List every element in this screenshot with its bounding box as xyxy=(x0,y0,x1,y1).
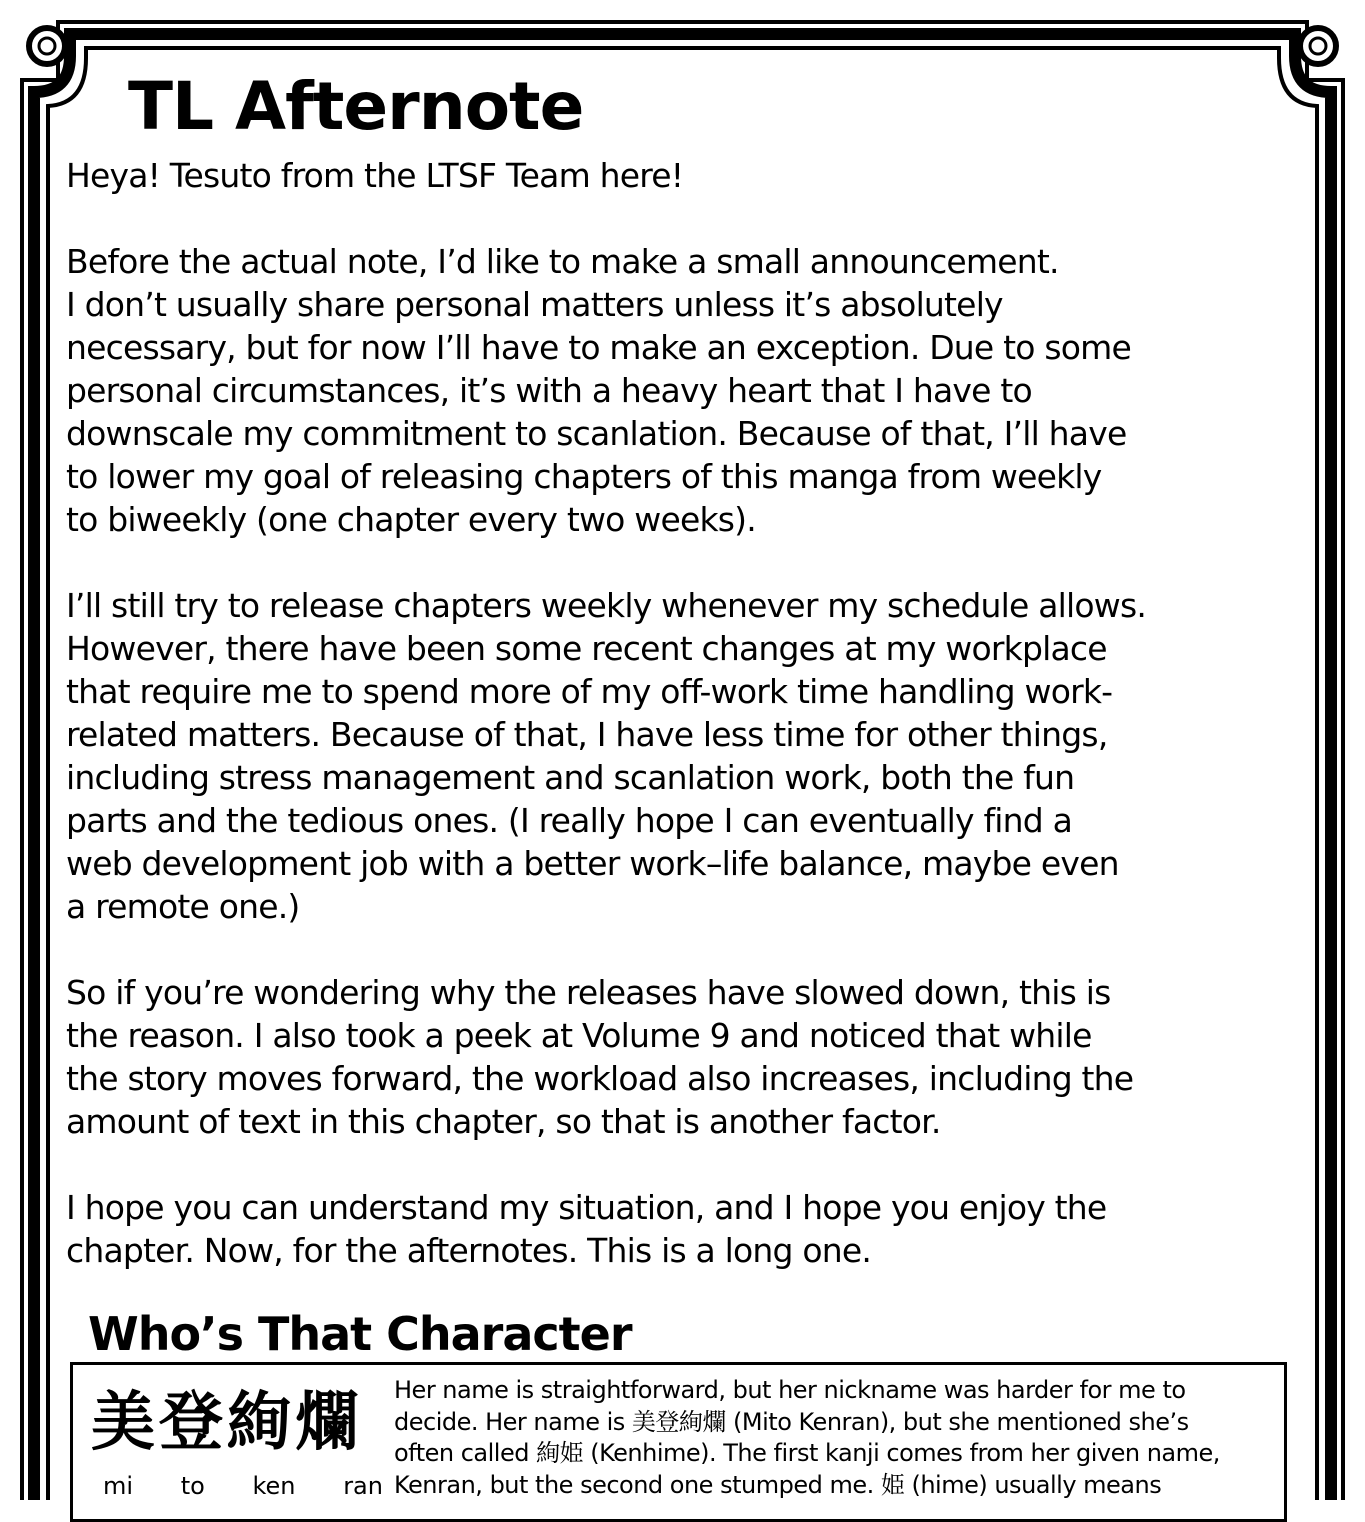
paragraph-schedule xyxy=(66,584,1316,928)
character-kanji-name: 美登絢爛 xyxy=(91,1385,363,1460)
text-line: amount of text in this chapter, so that is another factor. xyxy=(66,1102,941,1141)
text-line: I hope you can understand my situation, and I hope you enjoy the xyxy=(66,1188,1107,1227)
text-line: chapter. Now, for the afternotes. This is a long one. xyxy=(66,1231,872,1270)
paragraph-reason xyxy=(66,971,1316,1143)
character-romaji xyxy=(103,1471,383,1501)
description-line: often called 絢姫 (Kenhime). The first kanji comes from her given name, xyxy=(394,1439,1220,1467)
paragraph-announcement xyxy=(66,240,1316,541)
paragraph-closing xyxy=(66,1186,1316,1272)
romaji-syllable: mi xyxy=(103,1472,134,1500)
text-line: I don’t usually share personal matters unless it’s absolutely xyxy=(66,285,1003,324)
text-line: the story moves forward, the workload also increases, including the xyxy=(66,1059,1134,1098)
character-card xyxy=(70,1362,1287,1522)
text-line: to lower my goal of releasing chapters of this manga from weekly xyxy=(66,457,1102,496)
description-line: Kenran, but the second one stumped me. 姫 (hime) usually means xyxy=(394,1470,1162,1499)
romaji-syllable: ken xyxy=(252,1472,296,1500)
text-line: a remote one.) xyxy=(66,887,300,926)
text-line: related matters. Because of that, I have less time for other things, xyxy=(66,715,1108,754)
text-line: to biweekly (one chapter every two weeks). xyxy=(66,500,756,539)
description-line: Her name is straightforward, but her nickname was harder for me to xyxy=(394,1376,1186,1404)
afternote-body xyxy=(66,154,1316,1315)
corner-ornament-right-icon xyxy=(1300,28,1336,64)
greeting-line: Heya! Tesuto from the LTSF Team here! xyxy=(66,156,684,195)
page-title: TL Afternote xyxy=(128,68,584,145)
text-line: downscale my commitment to scanlation. Because of that, I’ll have xyxy=(66,414,1127,453)
text-line: However, there have been some recent changes at my workplace xyxy=(66,629,1107,668)
text-line: So if you’re wondering why the releases have slowed down, this is xyxy=(66,973,1111,1012)
romaji-syllable: to xyxy=(180,1472,205,1500)
text-line: necessary, but for now I’ll have to make an exception. Due to some xyxy=(66,328,1131,367)
romaji-syllable: ran xyxy=(343,1472,383,1500)
description-line: decide. Her name is 美登絢爛 (Mito Kenran), but she mentioned she’s xyxy=(394,1407,1189,1436)
corner-ornament-left-icon xyxy=(29,28,65,64)
text-line: that require me to spend more of my off-work time handling work- xyxy=(66,672,1113,711)
character-description xyxy=(394,1375,1284,1501)
text-line: the reason. I also took a peek at Volume 9 and noticed that while xyxy=(66,1016,1092,1055)
text-line: web development job with a better work–life balance, maybe even xyxy=(66,844,1119,883)
greeting xyxy=(66,154,1316,197)
text-line: I’ll still try to release chapters weekly whenever my schedule allows. xyxy=(66,586,1147,625)
text-line: Before the actual note, I’d like to make a small announcement. xyxy=(66,242,1059,281)
text-line: including stress management and scanlation work, both the fun xyxy=(66,758,1075,797)
section-heading-character: Who’s That Character xyxy=(88,1307,632,1361)
text-line: personal circumstances, it’s with a heavy heart that I have to xyxy=(66,371,1032,410)
text-line: parts and the tedious ones. (I really hope I can eventually find a xyxy=(66,801,1073,840)
